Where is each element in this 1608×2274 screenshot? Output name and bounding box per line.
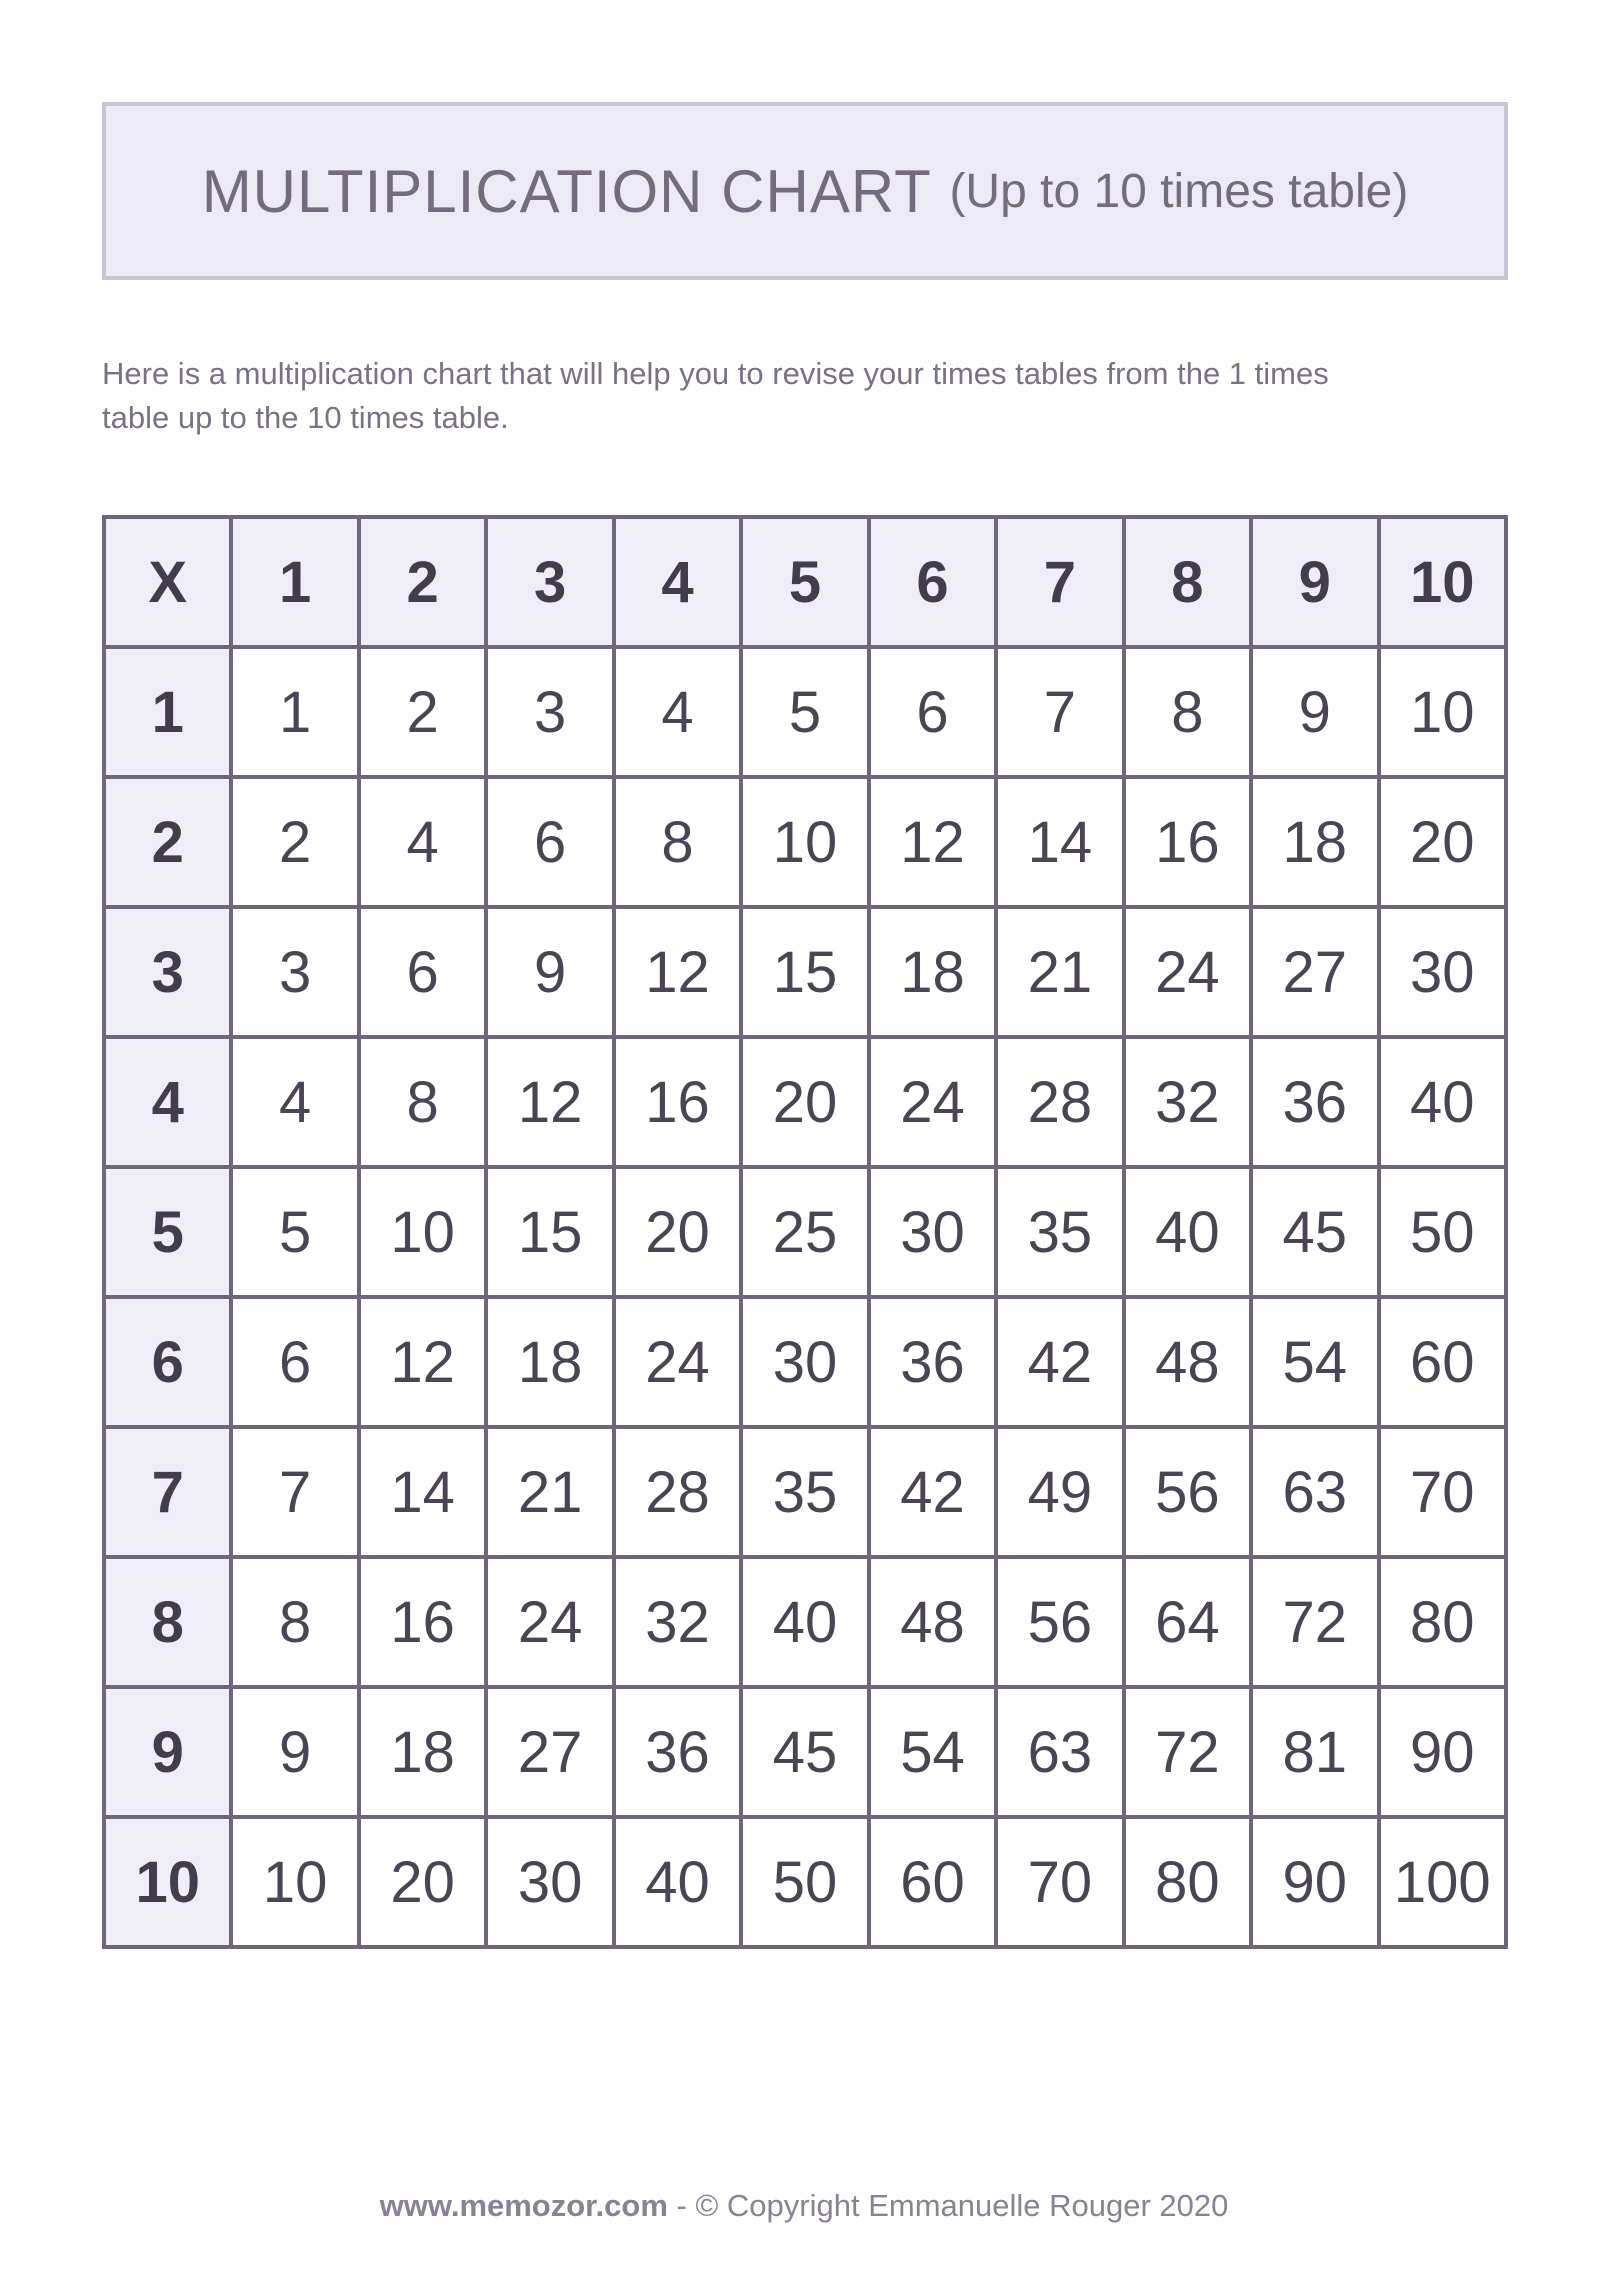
col-header-cell: 7 <box>996 517 1123 647</box>
product-cell: 48 <box>1124 1297 1251 1427</box>
product-cell: 32 <box>614 1557 741 1687</box>
table-row <box>104 1427 1506 1557</box>
product-cell: 49 <box>996 1427 1123 1557</box>
table-body <box>104 647 1506 1947</box>
product-cell: 54 <box>869 1687 996 1817</box>
product-cell: 14 <box>359 1427 486 1557</box>
product-cell: 45 <box>1251 1167 1378 1297</box>
col-header-cell: 3 <box>486 517 613 647</box>
product-cell: 20 <box>741 1037 868 1167</box>
product-cell: 28 <box>614 1427 741 1557</box>
product-cell: 10 <box>741 777 868 907</box>
page-title-suffix: (Up to 10 times table) <box>949 164 1409 218</box>
table-row <box>104 1297 1506 1427</box>
product-cell: 42 <box>869 1427 996 1557</box>
product-cell: 36 <box>869 1297 996 1427</box>
product-cell: 4 <box>359 777 486 907</box>
product-cell: 54 <box>1251 1297 1378 1427</box>
product-cell: 4 <box>231 1037 358 1167</box>
page-title: MULTIPLICATION CHART <box>201 157 932 225</box>
product-cell: 8 <box>231 1557 358 1687</box>
product-cell: 27 <box>1251 907 1378 1037</box>
product-cell: 16 <box>1124 777 1251 907</box>
product-cell: 72 <box>1124 1687 1251 1817</box>
product-cell: 6 <box>486 777 613 907</box>
product-cell: 24 <box>486 1557 613 1687</box>
product-cell: 20 <box>614 1167 741 1297</box>
product-cell: 63 <box>996 1687 1123 1817</box>
product-cell: 7 <box>231 1427 358 1557</box>
intro-paragraph <box>102 352 1508 440</box>
product-cell: 35 <box>996 1167 1123 1297</box>
product-cell: 40 <box>1379 1037 1506 1167</box>
product-cell: 3 <box>486 647 613 777</box>
product-cell: 12 <box>614 907 741 1037</box>
product-cell: 6 <box>359 907 486 1037</box>
product-cell: 48 <box>869 1557 996 1687</box>
product-cell: 20 <box>359 1817 486 1947</box>
row-header-cell: 9 <box>104 1687 231 1817</box>
product-cell: 21 <box>486 1427 613 1557</box>
product-cell: 40 <box>741 1557 868 1687</box>
product-cell: 9 <box>231 1687 358 1817</box>
table-row <box>104 647 1506 777</box>
product-cell: 60 <box>1379 1297 1506 1427</box>
product-cell: 15 <box>486 1167 613 1297</box>
table-corner-cell: X <box>104 517 231 647</box>
product-cell: 50 <box>1379 1167 1506 1297</box>
table-row <box>104 907 1506 1037</box>
table-row <box>104 1687 1506 1817</box>
product-cell: 21 <box>996 907 1123 1037</box>
product-cell: 60 <box>869 1817 996 1947</box>
product-cell: 30 <box>741 1297 868 1427</box>
table-row <box>104 1557 1506 1687</box>
product-cell: 30 <box>486 1817 613 1947</box>
product-cell: 16 <box>614 1037 741 1167</box>
table-row <box>104 1037 1506 1167</box>
product-cell: 12 <box>869 777 996 907</box>
col-header-cell: 10 <box>1379 517 1506 647</box>
product-cell: 81 <box>1251 1687 1378 1817</box>
product-cell: 16 <box>359 1557 486 1687</box>
product-cell: 18 <box>1251 777 1378 907</box>
product-cell: 40 <box>614 1817 741 1947</box>
product-cell: 100 <box>1379 1817 1506 1947</box>
product-cell: 20 <box>1379 777 1506 907</box>
product-cell: 8 <box>359 1037 486 1167</box>
product-cell: 90 <box>1251 1817 1378 1947</box>
col-header-cell: 5 <box>741 517 868 647</box>
product-cell: 2 <box>359 647 486 777</box>
product-cell: 3 <box>231 907 358 1037</box>
product-cell: 18 <box>359 1687 486 1817</box>
header-row <box>104 517 1506 647</box>
product-cell: 1 <box>231 647 358 777</box>
table-head <box>104 517 1506 647</box>
row-header-cell: 7 <box>104 1427 231 1557</box>
row-header-cell: 4 <box>104 1037 231 1167</box>
product-cell: 14 <box>996 777 1123 907</box>
product-cell: 40 <box>1124 1167 1251 1297</box>
product-cell: 30 <box>869 1167 996 1297</box>
title-box <box>102 102 1508 280</box>
col-header-cell: 8 <box>1124 517 1251 647</box>
product-cell: 18 <box>869 907 996 1037</box>
product-cell: 8 <box>1124 647 1251 777</box>
row-header-cell: 10 <box>104 1817 231 1947</box>
product-cell: 72 <box>1251 1557 1378 1687</box>
col-header-cell: 6 <box>869 517 996 647</box>
product-cell: 32 <box>1124 1037 1251 1167</box>
product-cell: 6 <box>869 647 996 777</box>
product-cell: 15 <box>741 907 868 1037</box>
product-cell: 18 <box>486 1297 613 1427</box>
col-header-cell: 9 <box>1251 517 1378 647</box>
product-cell: 25 <box>741 1167 868 1297</box>
row-header-cell: 1 <box>104 647 231 777</box>
row-header-cell: 6 <box>104 1297 231 1427</box>
row-header-cell: 2 <box>104 777 231 907</box>
product-cell: 6 <box>231 1297 358 1427</box>
product-cell: 24 <box>614 1297 741 1427</box>
row-header-cell: 8 <box>104 1557 231 1687</box>
product-cell: 70 <box>1379 1427 1506 1557</box>
product-cell: 10 <box>1379 647 1506 777</box>
product-cell: 90 <box>1379 1687 1506 1817</box>
product-cell: 7 <box>996 647 1123 777</box>
product-cell: 24 <box>869 1037 996 1167</box>
product-cell: 10 <box>359 1167 486 1297</box>
product-cell: 5 <box>741 647 868 777</box>
product-cell: 9 <box>486 907 613 1037</box>
product-cell: 36 <box>614 1687 741 1817</box>
multiplication-table <box>102 515 1508 1949</box>
product-cell: 9 <box>1251 647 1378 777</box>
product-cell: 27 <box>486 1687 613 1817</box>
product-cell: 64 <box>1124 1557 1251 1687</box>
row-header-cell: 5 <box>104 1167 231 1297</box>
product-cell: 80 <box>1379 1557 1506 1687</box>
product-cell: 30 <box>1379 907 1506 1037</box>
product-cell: 28 <box>996 1037 1123 1167</box>
product-cell: 12 <box>486 1037 613 1167</box>
row-header-cell: 3 <box>104 907 231 1037</box>
product-cell: 2 <box>231 777 358 907</box>
table-row <box>104 777 1506 907</box>
footer-copyright: © Copyright Emmanuelle Rouger 2020 <box>695 2188 1229 2223</box>
product-cell: 10 <box>231 1817 358 1947</box>
table-row <box>104 1817 1506 1947</box>
footer <box>0 2188 1608 2224</box>
product-cell: 70 <box>996 1817 1123 1947</box>
product-cell: 5 <box>231 1167 358 1297</box>
col-header-cell: 4 <box>614 517 741 647</box>
footer-separator: - <box>667 2188 696 2223</box>
intro-line-1: Here is a multiplication chart that will help you to revise your times tables from the 1 times <box>102 356 1329 391</box>
table-row <box>104 1167 1506 1297</box>
product-cell: 4 <box>614 647 741 777</box>
intro-line-2: table up to the 10 times table. <box>102 400 509 435</box>
col-header-cell: 1 <box>231 517 358 647</box>
product-cell: 35 <box>741 1427 868 1557</box>
footer-site: www.memozor.com <box>379 2188 668 2223</box>
product-cell: 36 <box>1251 1037 1378 1167</box>
title-spacer <box>932 157 950 226</box>
product-cell: 8 <box>614 777 741 907</box>
product-cell: 56 <box>1124 1427 1251 1557</box>
product-cell: 42 <box>996 1297 1123 1427</box>
product-cell: 56 <box>996 1557 1123 1687</box>
product-cell: 12 <box>359 1297 486 1427</box>
product-cell: 50 <box>741 1817 868 1947</box>
product-cell: 24 <box>1124 907 1251 1037</box>
product-cell: 80 <box>1124 1817 1251 1947</box>
product-cell: 63 <box>1251 1427 1378 1557</box>
product-cell: 45 <box>741 1687 868 1817</box>
col-header-cell: 2 <box>359 517 486 647</box>
